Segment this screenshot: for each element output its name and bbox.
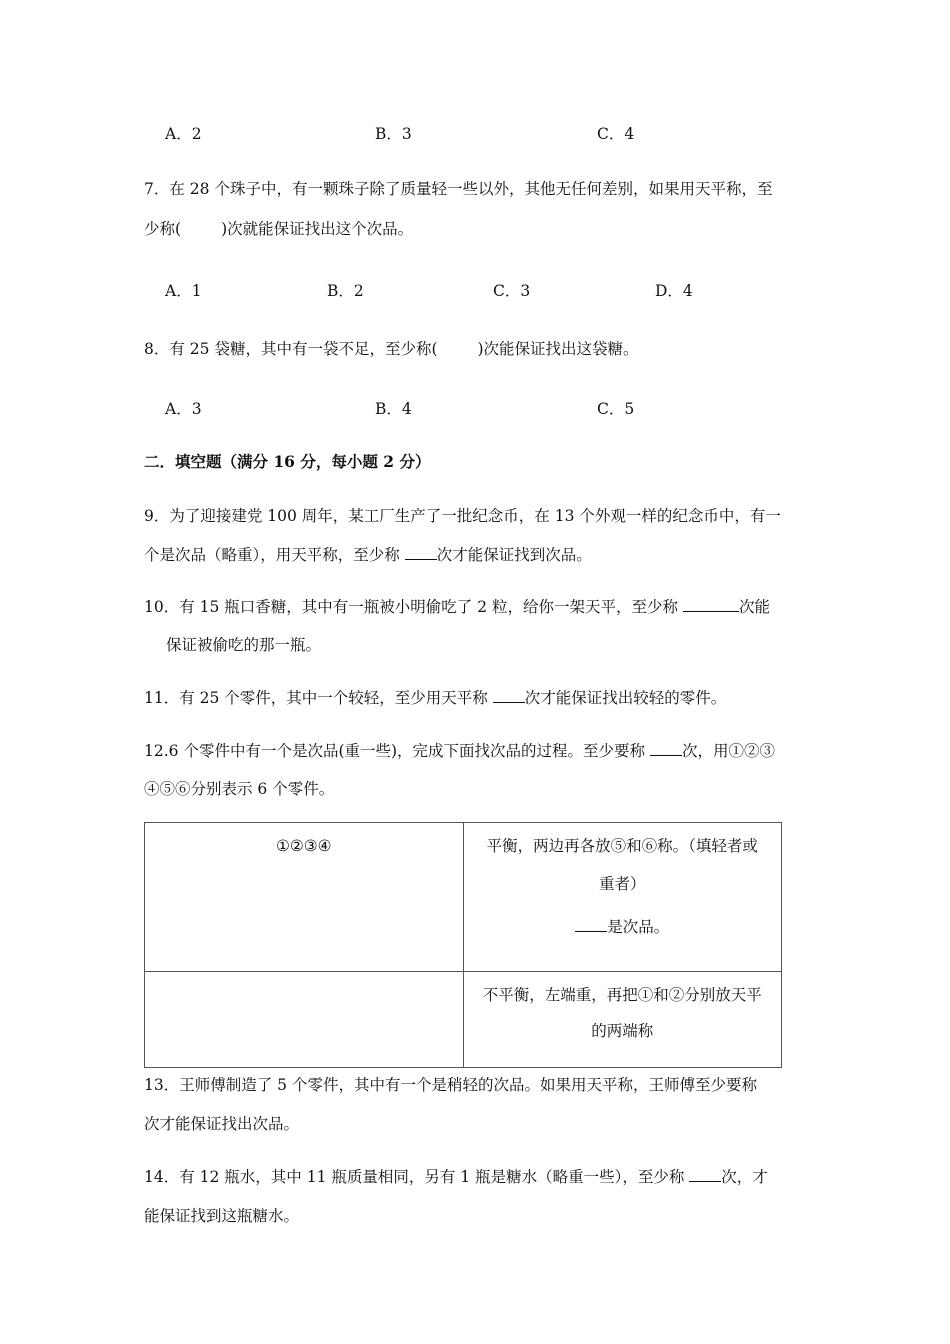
q11-pre: 11．有 25 个零件，其中一个较轻，至少用天平称 bbox=[144, 689, 488, 707]
q14-line1-pre: 14．有 12 瓶水，其中 11 瓶质量相同，另有 1 瓶是糖水（略重一些），至少称 bbox=[144, 1168, 685, 1186]
q10-line2: 保证被偷吃的那一瓶。 bbox=[166, 636, 322, 654]
q14-line1 bbox=[144, 1167, 768, 1187]
q12-cell-balance-l2: 重者） bbox=[598, 875, 646, 893]
q12-cell-parts: ①②③④ bbox=[275, 837, 332, 855]
q7-option-d: D．4 bbox=[655, 282, 693, 300]
q12-cell-balance-l3 bbox=[464, 917, 782, 937]
q14-line2: 能保证找到这瓶糖水。 bbox=[144, 1207, 300, 1225]
q12-line1-pre: 12.6 个零件中有一个是次品(重一些)，完成下面找次品的过程。至少要称 bbox=[144, 742, 646, 760]
q6-option-a: A．2 bbox=[165, 125, 202, 143]
q7-line2-post: )次就能保证找出这个次品。 bbox=[221, 220, 414, 238]
q12-table-r1c2 bbox=[463, 823, 782, 972]
section2-title: 二．填空题（满分 16 分，每小题 2 分） bbox=[144, 452, 431, 471]
q6-option-b: B．3 bbox=[375, 125, 412, 143]
q12-line1 bbox=[144, 741, 775, 761]
q8-option-b: B．4 bbox=[375, 400, 412, 418]
q8-line bbox=[144, 339, 639, 359]
q8-option-a: A．3 bbox=[165, 400, 202, 418]
q7-line1: 7．在 28 个珠子中，有一颗珠子除了质量轻一些以外，其他无任何差别，如果用天平称，至 bbox=[144, 180, 773, 198]
q10-line1-post: 次能 bbox=[738, 598, 770, 616]
q8-option-c: C．5 bbox=[597, 400, 635, 418]
q7-option-a: A．1 bbox=[165, 282, 202, 300]
q12-cell-unbalance-l1: 不平衡，左端重，再把①和②分别放天平 bbox=[482, 986, 762, 1004]
q10-line1 bbox=[144, 597, 770, 617]
q8-pre: 8．有 25 袋糖，其中有一袋不足，至少称( bbox=[144, 340, 438, 358]
q13-line1: 13．王师傅制造了 5 个零件，其中有一个是稍轻的次品。如果用天平称，王师傅至少要称 bbox=[144, 1076, 757, 1094]
q8-post: )次能保证找出这袋糖。 bbox=[477, 340, 639, 358]
q12-table-r2c1 bbox=[145, 972, 464, 1068]
q12-cell-balance-l1: 平衡，两边再各放⑤和⑥称。（填轻者或 bbox=[486, 837, 758, 855]
q12-table-r2c2 bbox=[463, 972, 782, 1068]
q12-table-r1c1 bbox=[145, 823, 464, 972]
q7-option-c: C．3 bbox=[493, 282, 531, 300]
table-row bbox=[145, 823, 782, 972]
q9-line2-post: 次才能保证找到次品。 bbox=[436, 546, 592, 564]
q11-line bbox=[144, 688, 726, 708]
q12-cell-answer-blank bbox=[575, 917, 607, 932]
q14-answer-blank bbox=[689, 1167, 721, 1182]
q11-answer-blank bbox=[493, 688, 525, 703]
q12-cell-balance-l3-text: 是次品。 bbox=[607, 918, 670, 936]
q12-cell-unbalance-l2: 的两端称 bbox=[591, 1022, 654, 1040]
q14-line1-post: 次，才 bbox=[721, 1168, 768, 1186]
q13-line2: 次才能保证找出次品。 bbox=[144, 1115, 300, 1133]
q9-line2 bbox=[144, 545, 592, 565]
q10-answer-blank bbox=[683, 597, 739, 612]
q12-answer-blank bbox=[650, 741, 682, 756]
q7-line2 bbox=[144, 219, 413, 239]
q12-line1-post: 次，用①②③ bbox=[681, 742, 775, 760]
q7-option-b: B．2 bbox=[327, 282, 364, 300]
q9-answer-blank bbox=[405, 545, 437, 560]
q10-line1-pre: 10．有 15 瓶口香糖，其中有一瓶被小明偷吃了 2 粒，给你一架天平，至少称 bbox=[144, 598, 679, 616]
q12-line2: ④⑤⑥分别表示 6 个零件。 bbox=[144, 780, 335, 798]
q7-line2-pre: 少称( bbox=[144, 220, 182, 238]
q12-table bbox=[144, 822, 782, 1068]
q6-option-c: C．4 bbox=[597, 125, 635, 143]
q9-line2-pre: 个是次品（略重），用天平称，至少称 bbox=[144, 546, 400, 564]
q9-line1: 9．为了迎接建党 100 周年，某工厂生产了一批纪念币，在 13 个外观一样的纪念币中，有一 bbox=[144, 507, 781, 525]
table-row bbox=[145, 972, 782, 1068]
q11-post: 次才能保证找出较轻的零件。 bbox=[524, 689, 727, 707]
